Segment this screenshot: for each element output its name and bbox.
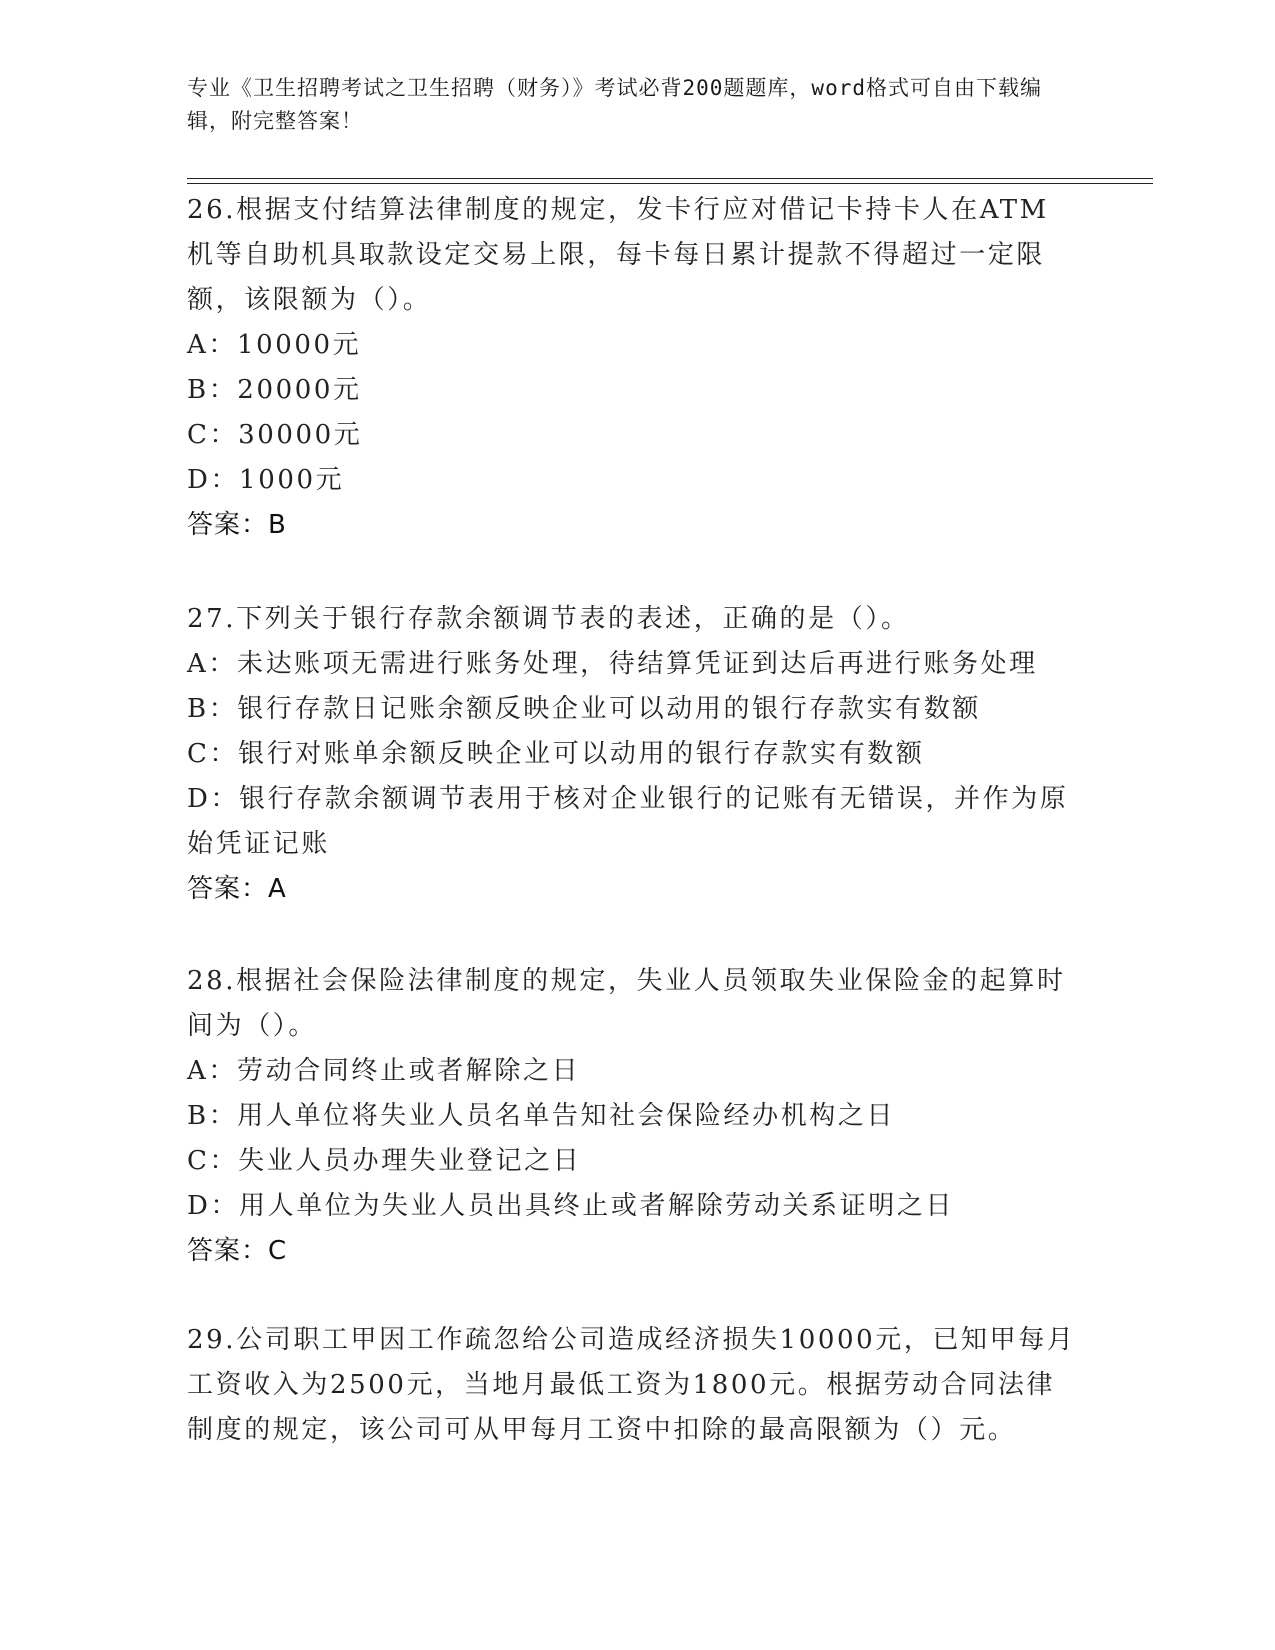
option-a: A：劳动合同终止或者解除之日 xyxy=(187,1056,581,1086)
question-stem: 29.公司职工甲因工作疏忽给公司造成经济损失10000元，已知甲每月工资收入为2500元，当地月最低工资为1800元。根据劳动合同法律制度的规定，该公司可从甲每月工资中扣除的最高限额为（）元。 xyxy=(187,1325,1076,1445)
document-header xyxy=(187,72,1067,138)
option-a: A：10000元 xyxy=(187,330,362,360)
answer-line: 答案：B xyxy=(187,510,287,540)
option-b: B：用人单位将失业人员名单告知社会保险经办机构之日 xyxy=(187,1101,896,1131)
option-a: A：未达账项无需进行账务处理，待结算凭证到达后再进行账务处理 xyxy=(187,649,1038,679)
answer-line: 答案：C xyxy=(187,1236,288,1266)
question-stem: 27.下列关于银行存款余额调节表的表述，正确的是（）。 xyxy=(187,604,910,634)
option-c: C：失业人员办理失业登记之日 xyxy=(187,1146,582,1176)
question-stem: 26.根据支付结算法律制度的规定，发卡行应对借记卡持卡人在ATM机等自助机具取款设定交易上限，每卡每日累计提款不得超过一定限额，该限额为（）。 xyxy=(187,195,1049,315)
header-divider-double xyxy=(187,183,1153,184)
option-d: D：1000元 xyxy=(187,465,345,495)
question-27 xyxy=(187,597,1077,912)
header-divider xyxy=(187,178,1153,179)
question-29 xyxy=(187,1318,1077,1453)
option-d: D：银行存款余额调节表用于核对企业银行的记账有无错误，并作为原始凭证记账 xyxy=(187,784,1069,859)
question-stem: 28.根据社会保险法律制度的规定，失业人员领取失业保险金的起算时间为（）。 xyxy=(187,966,1066,1041)
header-text: 专业《卫生招聘考试之卫生招聘（财务）》考试必背200题题库，word格式可自由下载编辑，附完整答案！ xyxy=(187,76,1042,133)
option-c: C：30000元 xyxy=(187,420,363,450)
option-b: B：银行存款日记账余额反映企业可以动用的银行存款实有数额 xyxy=(187,694,981,724)
option-c: C：银行对账单余额反映企业可以动用的银行存款实有数额 xyxy=(187,739,925,769)
answer-line: 答案：A xyxy=(187,874,287,904)
option-b: B：20000元 xyxy=(187,375,362,405)
question-28 xyxy=(187,959,1077,1274)
question-26 xyxy=(187,188,1077,548)
option-d: D：用人单位为失业人员出具终止或者解除劳动关系证明之日 xyxy=(187,1191,955,1221)
